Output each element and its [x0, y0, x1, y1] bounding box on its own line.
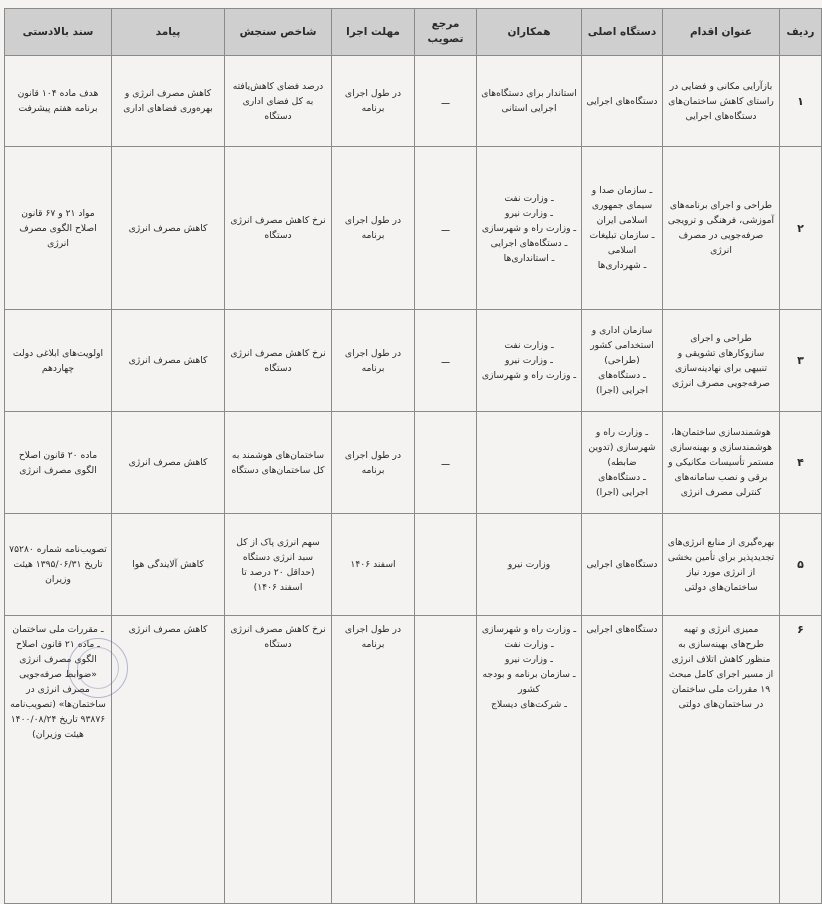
cell-collaborators-item: ـ وزارت راه و شهرسازی [481, 222, 577, 234]
cell-collaborators-item: ـ سازمان برنامه و بودجه کشور [482, 669, 576, 695]
table-row [5, 412, 822, 514]
header-radif: ردیف [780, 9, 822, 56]
cell-row-number: ۱ [780, 56, 822, 147]
cell-main-agency-item: ـ شهرداری‌ها [597, 260, 647, 271]
cell-collaborators-item: ـ وزارت راه و شهرسازی [481, 624, 577, 635]
cell-approval-authority: ـــ [415, 412, 477, 514]
cell-approval-authority [415, 514, 477, 616]
cell-collaborators-item: ـ شرکت‌های دیسلاج [491, 699, 567, 710]
cell-approval-authority [415, 616, 477, 904]
cell-collaborators [477, 310, 582, 412]
cell-upstream-document [5, 616, 112, 904]
cell-main-agency-item: ـ سازمان صدا و سیمای جمهوری اسلامی ایران [591, 185, 653, 226]
cell-action-title: هوشمندسازی ساختمان‌ها، هوشمندسازی و بهینه‌سازی مستمر تأسیسات مکانیکی و برقی و نصب سامانه‌های کنترلی مصرف انرژی [663, 412, 780, 514]
cell-main-agency [582, 412, 663, 514]
cell-approval-authority: ـــ [415, 56, 477, 147]
cell-approval-authority: ـــ [415, 310, 477, 412]
header-outcome: پیامد [112, 9, 225, 56]
cell-row-number: ۴ [780, 412, 822, 514]
cell-upstream-document-item: ـ ماده ۲۱ قانون اصلاح الگوی مصرف انرژی «ضوابط صرفه‌جویی مصرف انرژی در ساختمان‌ها» (تصویب‌نامه ۹۳۸۷۶ تاریخ ۱۴۰۰/۰۸/۲۴ هیئت وزیران) [10, 639, 106, 740]
cell-upstream-document-item: ـ مقررات ملی ساختمان [12, 624, 104, 635]
cell-collaborators [477, 412, 582, 514]
table-row [5, 514, 822, 616]
cell-upstream-document: هدف ماده ۱۰۴ قانون برنامه هفتم پیشرفت [5, 56, 112, 147]
cell-deadline: اسفند ۱۴۰۶ [332, 514, 415, 616]
cell-upstream-document: مواد ۲۱ و ۶۷ قانون اصلاح الگوی مصرف انرژی [5, 147, 112, 310]
table-row [5, 56, 822, 147]
cell-collaborators-item: ـ دستگاه‌های اجرایی [490, 237, 568, 249]
header-indicator: شاخص سنجش [225, 9, 332, 56]
document-page [4, 8, 815, 894]
table-row [5, 616, 822, 904]
cell-collaborators-item: وزارت نیرو [507, 559, 551, 570]
cell-collaborators [477, 56, 582, 147]
cell-indicator: نرخ کاهش مصرف انرژی دستگاه [225, 310, 332, 412]
header-action-title: عنوان اقدام [663, 9, 780, 56]
cell-indicator: سهم انرژی پاک از کل سبد انرژی دستگاه (حداقل ۲۰ درصد تا اسفند ۱۴۰۶) [225, 514, 332, 616]
action-plan-table [4, 8, 822, 904]
cell-main-agency-item: ـ سازمان تبلیغات اسلامی [589, 230, 655, 256]
cell-action-title: بازآرایی مکانی و فضایی در راستای کاهش ساختمان‌های دستگاه‌های اجرایی [663, 56, 780, 147]
cell-main-agency [582, 310, 663, 412]
cell-outcome: کاهش مصرف انرژی و بهره‌وری فضاهای اداری [112, 56, 225, 147]
cell-deadline: در طول اجرای برنامه [332, 147, 415, 310]
cell-upstream-document: ماده ۲۰ قانون اصلاح الگوی مصرف انرژی [5, 412, 112, 514]
cell-outcome: کاهش مصرف انرژی [112, 616, 225, 904]
cell-collaborators-item: ـ وزارت نفت [504, 639, 554, 650]
cell-indicator: نرخ کاهش مصرف انرژی دستگاه [225, 147, 332, 310]
cell-collaborators [477, 514, 582, 616]
cell-outcome: کاهش مصرف انرژی [112, 147, 225, 310]
header-collaborators: همکاران [477, 9, 582, 56]
table-row [5, 310, 822, 412]
cell-row-number: ۲ [780, 147, 822, 310]
header-main-agency: دستگاه اصلی [582, 9, 663, 56]
table-header-row [5, 9, 822, 56]
cell-action-title: طراحی و اجرای برنامه‌های آموزشی، فرهنگی و ترویجی صرفه‌جویی در مصرف انرژی [663, 147, 780, 310]
table-row [5, 147, 822, 310]
header-deadline: مهلت اجرا [332, 9, 415, 56]
header-upstream-document: سند بالادستی [5, 9, 112, 56]
cell-collaborators-item: ـ وزارت نفت [504, 192, 554, 204]
cell-deadline: در طول اجرای برنامه [332, 616, 415, 904]
cell-action-title: بهره‌گیری از منابع انرژی‌های تجدیدپذیر برای تأمین بخشی از انرژی مورد نیاز ساختمان‌های دولتی [663, 514, 780, 616]
cell-upstream-document: اولویت‌های ابلاغی دولت چهاردهم [5, 310, 112, 412]
cell-collaborators-item: ـ وزارت راه و شهرسازی [481, 370, 577, 381]
cell-indicator: ساختمان‌های هوشمند به کل ساختمان‌های دستگاه [225, 412, 332, 514]
cell-collaborators-item: ـ وزارت نفت [504, 340, 554, 351]
cell-main-agency: دستگاه‌های اجرایی [582, 56, 663, 147]
cell-indicator: نرخ کاهش مصرف انرژی دستگاه [225, 616, 332, 904]
cell-main-agency-item: ـ دستگاه‌های اجرایی (اجرا) [595, 370, 648, 396]
cell-collaborators-item: ـ وزارت نیرو [505, 654, 553, 665]
cell-action-title: طراحی و اجرای سازوکارهای تشویقی و تنبیهی برای نهادینه‌سازی صرفه‌جویی مصرف انرژی [663, 310, 780, 412]
cell-indicator: درصد فضای کاهش‌یافته به کل فضای اداری دستگاه [225, 56, 332, 147]
cell-deadline: در طول اجرای برنامه [332, 412, 415, 514]
cell-row-number: ۶ [780, 616, 822, 904]
cell-collaborators [477, 147, 582, 310]
cell-main-agency: دستگاه‌های اجرایی [582, 616, 663, 904]
cell-collaborators-item: ـ وزارت نیرو [505, 207, 553, 219]
cell-approval-authority: ـــ [415, 147, 477, 310]
cell-collaborators [477, 616, 582, 904]
cell-collaborators-item: استاندار برای دستگاه‌های اجرایی استانی [481, 88, 577, 114]
cell-outcome: کاهش آلایندگی هوا [112, 514, 225, 616]
cell-main-agency-item: ـ دستگاه‌های اجرایی (اجرا) [595, 472, 648, 498]
cell-outcome: کاهش مصرف انرژی [112, 310, 225, 412]
cell-collaborators-item: ـ استانداری‌ها [503, 252, 555, 264]
cell-outcome: کاهش مصرف انرژی [112, 412, 225, 514]
cell-collaborators-item: ـ وزارت نیرو [505, 355, 553, 366]
cell-row-number: ۵ [780, 514, 822, 616]
header-approval-authority: مرجع تصویب [415, 9, 477, 56]
cell-main-agency-item: ـ وزارت راه و شهرسازی (تدوین ضابطه) [588, 427, 656, 468]
cell-main-agency-item: سازمان اداری و استخدامی کشور (طراحی) [590, 325, 654, 366]
cell-main-agency [582, 147, 663, 310]
cell-deadline: در طول اجرای برنامه [332, 56, 415, 147]
cell-deadline: در طول اجرای برنامه [332, 310, 415, 412]
cell-upstream-document: تصویب‌نامه شماره ۷۵۲۸۰ تاریخ ۱۳۹۵/۰۶/۳۱ هیئت وزیران [5, 514, 112, 616]
cell-main-agency: دستگاه‌های اجرایی [582, 514, 663, 616]
cell-action-title: ممیزی انرژی و تهیه طرح‌های بهینه‌سازی به منظور کاهش اتلاف انرژی از مسیر اجرای کامل مبحث ۱۹ مقررات ملی ساختمان در ساختمان‌های دولتی [663, 616, 780, 904]
cell-row-number: ۳ [780, 310, 822, 412]
